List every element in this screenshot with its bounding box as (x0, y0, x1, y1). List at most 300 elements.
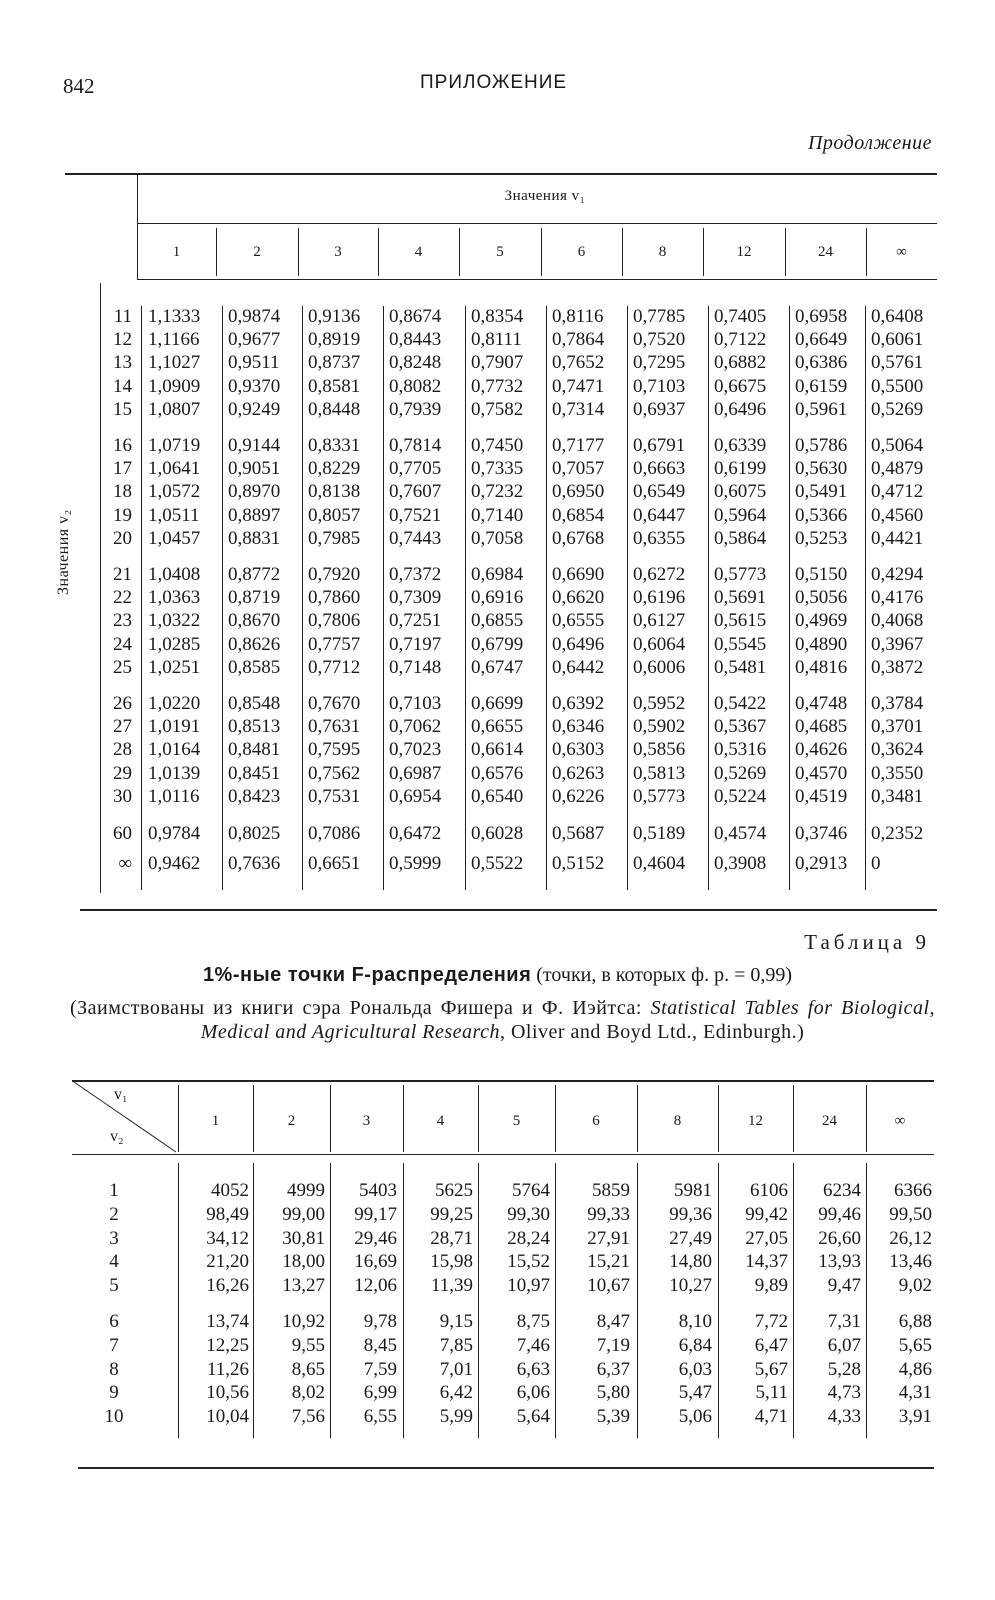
header-column-divider (216, 228, 217, 276)
table-title (0, 964, 995, 987)
table-cell: 1,0164 (148, 739, 201, 761)
table-cell: 0,4890 (795, 633, 848, 655)
table-bottom-rule (80, 909, 937, 911)
table-cell: 0,8897 (228, 504, 281, 526)
table-cell: 0,7920 (308, 564, 361, 585)
table-cell: 0,8354 (471, 306, 524, 327)
table-cell: 1,0251 (148, 656, 201, 678)
table-cell: 0,7531 (308, 785, 361, 807)
table-cell: 6,07 (827, 1334, 861, 1356)
table-cell: 0,6950 (552, 481, 605, 503)
table-cell: 4,71 (754, 1406, 788, 1428)
table-row (0, 481, 995, 504)
source-book-title: Statistical Tables for Biological, Medical and Agricultural Research (200, 997, 936, 1043)
row-label-v2: 6 (109, 1311, 119, 1332)
table-cell: 0,5630 (795, 458, 848, 480)
table-cell: 0,2352 (871, 823, 924, 844)
table-cell: 0,5150 (795, 564, 848, 585)
table-cell: 0,6392 (552, 693, 605, 714)
table-cell: 7,01 (439, 1358, 473, 1380)
table-cell: 16,69 (354, 1251, 397, 1273)
table-cell: 0,6690 (552, 564, 605, 585)
column-header: 6 (577, 244, 586, 260)
table-row (0, 823, 995, 846)
row-label-v2: 17 (113, 458, 132, 480)
table-cell: 0,7335 (471, 458, 524, 480)
table-cell: 8,02 (291, 1382, 325, 1404)
table-cell: 0,5316 (714, 739, 767, 761)
table-cell: 30,81 (282, 1227, 325, 1249)
table-cell: 5981 (674, 1180, 712, 1201)
column-header: ∞ (896, 244, 907, 260)
table-cell: 0,5545 (714, 633, 767, 655)
table-cell: 0,8423 (228, 785, 281, 807)
table-cell: 0,7140 (471, 504, 524, 526)
table-cell: 0,7058 (471, 527, 524, 549)
table-cell: 28,71 (430, 1227, 473, 1249)
table-cell: 0,7023 (389, 739, 442, 761)
table-row (0, 505, 995, 528)
table-cell: 7,31 (827, 1311, 861, 1332)
column-header: 5 (496, 244, 504, 260)
table-cell: 0,3550 (871, 762, 924, 784)
table-cell: 1,1333 (148, 306, 201, 327)
table-cell: 0,6984 (471, 564, 524, 585)
table-cell: 4052 (211, 1180, 249, 1201)
table-cell: 0,9511 (228, 352, 280, 374)
table-cell: 0,6799 (471, 633, 524, 655)
table-cell: 0,5367 (714, 716, 767, 738)
table-cell: 0,9370 (228, 375, 281, 397)
table-cell: 0,5952 (633, 693, 686, 714)
table-cell: 15,98 (430, 1251, 473, 1273)
table-cell: 0,6303 (552, 739, 605, 761)
table-cell: 0,6028 (471, 823, 524, 844)
table-cell: 0,4748 (795, 693, 848, 714)
column-header: 2 (253, 244, 261, 260)
table-cell: 15,21 (587, 1251, 630, 1273)
table-cell: 5,67 (754, 1358, 788, 1380)
table-cell: 6,06 (516, 1382, 550, 1404)
table-cell: 0,8451 (228, 762, 281, 784)
header-column-divider (555, 1085, 556, 1152)
table-row (0, 1275, 995, 1299)
table-cell: 0,7086 (308, 823, 361, 844)
table-cell: 0,7785 (633, 306, 686, 327)
table-cell: 0,7607 (389, 481, 442, 503)
table-cell: 5764 (512, 1180, 550, 1201)
table-cell: 0,8585 (228, 656, 281, 678)
table-cell: 0,4712 (871, 481, 924, 503)
table-cell: 6,84 (678, 1334, 712, 1356)
table-cell: 7,46 (516, 1334, 550, 1356)
table-cell: 6,42 (439, 1382, 473, 1404)
row-label-v2: 25 (113, 656, 132, 678)
table-cell: 6,88 (898, 1311, 932, 1332)
table-cell: 0,7122 (714, 329, 767, 351)
table-cell: 0,5856 (633, 739, 686, 761)
table-cell: 16,26 (206, 1275, 249, 1297)
table-cell: 99,25 (430, 1203, 473, 1225)
row-label-v2: 28 (113, 739, 132, 761)
table-cell: 0,5056 (795, 587, 848, 609)
table-cell: 1,0191 (148, 716, 201, 738)
header-column-divider (478, 1085, 479, 1152)
table-cell: 0,7372 (389, 564, 442, 585)
table-cell: 1,0220 (148, 693, 201, 714)
table-cell: 0,8513 (228, 716, 281, 738)
table-cell: 0,8737 (308, 352, 361, 374)
table-cell: 26,12 (889, 1227, 932, 1249)
table-cell: 99,33 (587, 1203, 630, 1225)
row-label-v2: 2 (109, 1203, 119, 1225)
row-label-v2: 9 (109, 1382, 119, 1404)
table-cell: 0,4685 (795, 716, 848, 738)
table-cell: 1,0139 (148, 762, 201, 784)
table-cell: 0,8970 (228, 481, 281, 503)
table-cell: 0,2913 (795, 853, 848, 875)
table-cell: 5625 (435, 1180, 473, 1201)
column-header: 8 (658, 244, 667, 260)
table-cell: 0,6987 (389, 762, 442, 784)
table-cell: 28,24 (507, 1227, 550, 1249)
table-cell: 5859 (592, 1180, 630, 1201)
table-cell: 7,72 (754, 1311, 788, 1332)
table-cell: 99,42 (745, 1203, 788, 1225)
table-cell: 0,7712 (308, 656, 361, 678)
table-row (0, 786, 995, 809)
table-cell: 27,05 (745, 1227, 788, 1249)
row-label-v2: 4 (109, 1251, 119, 1273)
table-cell: 9,47 (827, 1275, 861, 1297)
table-cell: 0,9136 (308, 306, 361, 327)
table-cell: 0,4879 (871, 458, 924, 480)
table-cell: 4999 (287, 1180, 325, 1201)
table-cell: 10,92 (282, 1311, 325, 1332)
table-cell: 0,6555 (552, 610, 605, 632)
table-cell: 5403 (359, 1180, 397, 1201)
table-cell: 0,6655 (471, 716, 524, 738)
table-cell: 8,45 (363, 1334, 397, 1356)
table-cell: 0,7670 (308, 693, 361, 714)
row-label-v2: 26 (113, 693, 132, 714)
table-cell: 0,6576 (471, 762, 524, 784)
table-cell: 21,20 (206, 1251, 249, 1273)
table-cell: 0,6496 (714, 398, 767, 420)
table-cell: 0,8674 (389, 306, 442, 327)
table-cell: 0,7757 (308, 633, 361, 655)
table-cell: 0,5902 (633, 716, 686, 738)
table-cell: 29,46 (354, 1227, 397, 1249)
header-column-divider (718, 1085, 719, 1152)
table-cell: 0,8248 (389, 352, 442, 374)
table-cell: 0,5864 (714, 527, 767, 549)
row-label-v2: ∞ (118, 853, 132, 875)
table-cell: 1,0285 (148, 633, 201, 655)
table-cell: 0,4560 (871, 504, 924, 526)
table-cell: 12,06 (354, 1275, 397, 1297)
table-cell: 5,28 (827, 1358, 861, 1380)
table-cell: 0,7103 (633, 375, 686, 397)
corner-v2: v₂ (110, 1128, 124, 1145)
header-column-divider (178, 1085, 179, 1152)
table-cell: 0,6064 (633, 633, 686, 655)
table-cell: 0,8111 (471, 329, 522, 351)
table-cell: 13,46 (889, 1251, 932, 1273)
column-header: 24 (818, 244, 833, 260)
table-cell: 5,06 (678, 1406, 712, 1428)
table-cell: 7,59 (363, 1358, 397, 1380)
table-row (0, 716, 995, 739)
table-cell: 0,7295 (633, 352, 686, 374)
column-header: 4 (436, 1113, 445, 1129)
table-cell: 0,5152 (552, 853, 605, 875)
header-column-divider (793, 1085, 794, 1152)
table-cell: 0,6447 (633, 504, 686, 526)
table-cell: 0,7521 (389, 504, 442, 526)
row-label-v2: 18 (113, 481, 132, 503)
table-cell: 0,5491 (795, 481, 848, 503)
table-cell: 12,25 (206, 1334, 249, 1356)
table-cell: 0,9249 (228, 398, 281, 420)
column-header: 5 (512, 1113, 521, 1129)
corner-v1: v₁ (114, 1086, 128, 1103)
header-column-divider (637, 1085, 638, 1152)
table-cell: 1,0457 (148, 527, 201, 549)
table-cell: 0,7062 (389, 716, 442, 738)
table-cell: 0,7939 (389, 398, 442, 420)
table-cell: 0,6472 (389, 823, 442, 844)
column-header: 12 (748, 1113, 763, 1129)
table-number: Таблица 9 (804, 930, 930, 954)
table-cell: 0 (871, 853, 881, 875)
table-cell: 0,7057 (552, 458, 605, 480)
table-cell: 1,0511 (148, 504, 200, 526)
table-row (0, 763, 995, 786)
table-cell: 27,91 (587, 1227, 630, 1249)
table-cell: 0,8581 (308, 375, 361, 397)
table-cell: 0,3908 (714, 853, 767, 875)
table-cell: 0,3784 (871, 693, 924, 714)
table-cell: 0,7309 (389, 587, 442, 609)
row-label-v2: 11 (113, 306, 132, 327)
table-cell: 34,12 (206, 1227, 249, 1249)
table-cell: 98,49 (206, 1203, 249, 1225)
table-cell: 0,4570 (795, 762, 848, 784)
table-cell: 0,5253 (795, 527, 848, 549)
row-label-v2: 15 (113, 398, 132, 420)
table-cell: 5,80 (596, 1382, 630, 1404)
row-label-v2: 14 (113, 375, 132, 397)
table-cell: 0,6442 (552, 656, 605, 678)
column-header: 3 (362, 1113, 371, 1129)
table-cell: 0,5786 (795, 435, 848, 456)
table-cell: 0,5691 (714, 587, 767, 609)
table-cell: 13,93 (818, 1251, 861, 1273)
table-cell: 5,64 (516, 1406, 550, 1428)
table-cell: 4,73 (827, 1382, 861, 1404)
table-cell: 0,5522 (471, 853, 524, 875)
column-header: 1 (172, 244, 181, 260)
table-cell: 0,6649 (795, 329, 848, 351)
table-cell: 0,5481 (714, 656, 767, 678)
table-cell: 0,7103 (389, 693, 442, 714)
table-cell: 13,27 (282, 1275, 325, 1297)
table-row (0, 587, 995, 610)
table-cell: 0,6651 (308, 853, 361, 875)
column-header: 1 (211, 1113, 220, 1129)
table-cell: 0,8626 (228, 633, 281, 655)
table-cell: 6,47 (754, 1334, 788, 1356)
table-cell: 6366 (894, 1180, 932, 1201)
table-cell: 0,5422 (714, 693, 767, 714)
table-row (0, 739, 995, 762)
table-cell: 6,63 (516, 1358, 550, 1380)
table-cell: 0,7582 (471, 398, 524, 420)
table-cell: 0,7314 (552, 398, 605, 420)
table-cell: 0,6127 (633, 610, 686, 632)
table-row (0, 458, 995, 481)
table-cell: 0,7636 (228, 853, 281, 875)
table-cell: 0,5813 (633, 762, 686, 784)
table-row (0, 329, 995, 352)
header-column-divider (541, 228, 542, 276)
table-cell: 0,7251 (389, 610, 442, 632)
table-cell: 0,7232 (471, 481, 524, 503)
table-cell: 6,03 (678, 1358, 712, 1380)
table-cell: 0,8138 (308, 481, 361, 503)
table-cell: 0,6496 (552, 633, 605, 655)
table-cell: 0,5366 (795, 504, 848, 526)
table-cell: 0,6549 (633, 481, 686, 503)
table-row (0, 1311, 995, 1335)
table-cell: 1,0641 (148, 458, 201, 480)
table-cell: 0,5189 (633, 823, 686, 844)
table-cell: 0,7631 (308, 716, 361, 738)
table-row (0, 1359, 995, 1383)
table-cell: 0,8448 (308, 398, 361, 420)
table-cell: 0,7148 (389, 656, 442, 678)
table-cell: 0,7814 (389, 435, 442, 456)
row-label-v2: 29 (113, 762, 132, 784)
table-cell: 0,6199 (714, 458, 767, 480)
table-cell: 0,7405 (714, 306, 767, 327)
table-cell: 0,3967 (871, 633, 924, 655)
table-cell: 0,8025 (228, 823, 281, 844)
table-cell: 4,86 (898, 1358, 932, 1380)
table-cell: 0,4176 (871, 587, 924, 609)
table-cell: 0,4519 (795, 785, 848, 807)
table-cell: 0,6675 (714, 375, 767, 397)
table-cell: 0,7177 (552, 435, 605, 456)
table-row (0, 435, 995, 458)
row-label-v2: 3 (109, 1227, 119, 1249)
table-cell: 0,7705 (389, 458, 442, 480)
table-cell: 0,7595 (308, 739, 361, 761)
table-cell: 0,6061 (871, 329, 924, 351)
row-label-v2: 23 (113, 610, 132, 632)
table-row (0, 634, 995, 657)
table-cell: 0,7860 (308, 587, 361, 609)
table-cell: 10,27 (669, 1275, 712, 1297)
table-row (0, 376, 995, 399)
table-cell: 0,6263 (552, 762, 605, 784)
table-cell: 0,5269 (871, 398, 924, 420)
row-label-v2: 10 (104, 1406, 124, 1428)
table-top-rule (72, 1080, 934, 1082)
table-cell: 0,8831 (228, 527, 281, 549)
table-cell: 0,3481 (871, 785, 924, 807)
table-cell: 8,65 (291, 1358, 325, 1380)
source-suffix: , Oliver and Boyd Ltd., Edinburgh.) (499, 1021, 805, 1043)
column-header: 2 (287, 1113, 296, 1129)
table-cell: 26,60 (818, 1227, 861, 1249)
table-cell: 0,6854 (552, 504, 605, 526)
table-cell: 0,6663 (633, 458, 686, 480)
table-cell: 0,5269 (714, 762, 767, 784)
table-cell: 4,31 (898, 1382, 932, 1404)
row-label-v2: 20 (113, 527, 132, 549)
table-cell: 0,6699 (471, 693, 524, 714)
table-cell: 0,9462 (148, 853, 201, 875)
table-cell: 0,6346 (552, 716, 605, 738)
table-cell: 0,5224 (714, 785, 767, 807)
table-cell: 0,8719 (228, 587, 281, 609)
table-cell: 0,6408 (871, 306, 924, 327)
table-cell: 9,89 (754, 1275, 788, 1297)
table-cell: 0,5964 (714, 504, 767, 526)
table-cell: 0,6954 (389, 785, 442, 807)
table-cell: 0,7985 (308, 527, 361, 549)
table-cell: 0,8116 (552, 306, 604, 327)
table-cell: 0,8082 (389, 375, 442, 397)
header-column-divider (330, 1085, 331, 1152)
table-cell: 0,6747 (471, 656, 524, 678)
table-cell: 1,1027 (148, 352, 201, 374)
table-cell: 0,7562 (308, 762, 361, 784)
table-cell: 5,99 (439, 1406, 473, 1428)
table-cell: 0,6226 (552, 785, 605, 807)
table-cell: 0,5773 (714, 564, 767, 585)
row-label-v2: 19 (113, 504, 132, 526)
table-cell: 0,9051 (228, 458, 281, 480)
table-cell: 0,8443 (389, 329, 442, 351)
table-cell: 0,6159 (795, 375, 848, 397)
table-cell: 4,33 (827, 1406, 861, 1428)
table-cell: 0,8057 (308, 504, 361, 526)
table-cell: 99,00 (282, 1203, 325, 1225)
table-cell: 0,4421 (871, 527, 924, 549)
column-header: 8 (673, 1113, 682, 1129)
table-cell: 0,9677 (228, 329, 281, 351)
table-title-rest: (точки, в которых ф. р. = 0,99) (531, 964, 793, 986)
table-cell: 0,4969 (795, 610, 848, 632)
table-cell: 0,9144 (228, 435, 281, 456)
header-column-divider (253, 1085, 254, 1152)
table-cell: 15,52 (507, 1251, 550, 1273)
table-cell: 6,55 (363, 1406, 397, 1428)
page-number: 842 (63, 74, 95, 98)
header-column-divider (866, 228, 867, 276)
table-cell: 7,19 (596, 1334, 630, 1356)
table-cell: 9,02 (898, 1275, 932, 1297)
table-cell: 5,47 (678, 1382, 712, 1404)
header-column-divider (866, 1085, 867, 1152)
table-cell: 0,7520 (633, 329, 686, 351)
table-cell: 14,80 (669, 1251, 712, 1273)
table-cell: 11,39 (430, 1275, 473, 1297)
table-cell: 0,5761 (871, 352, 924, 374)
